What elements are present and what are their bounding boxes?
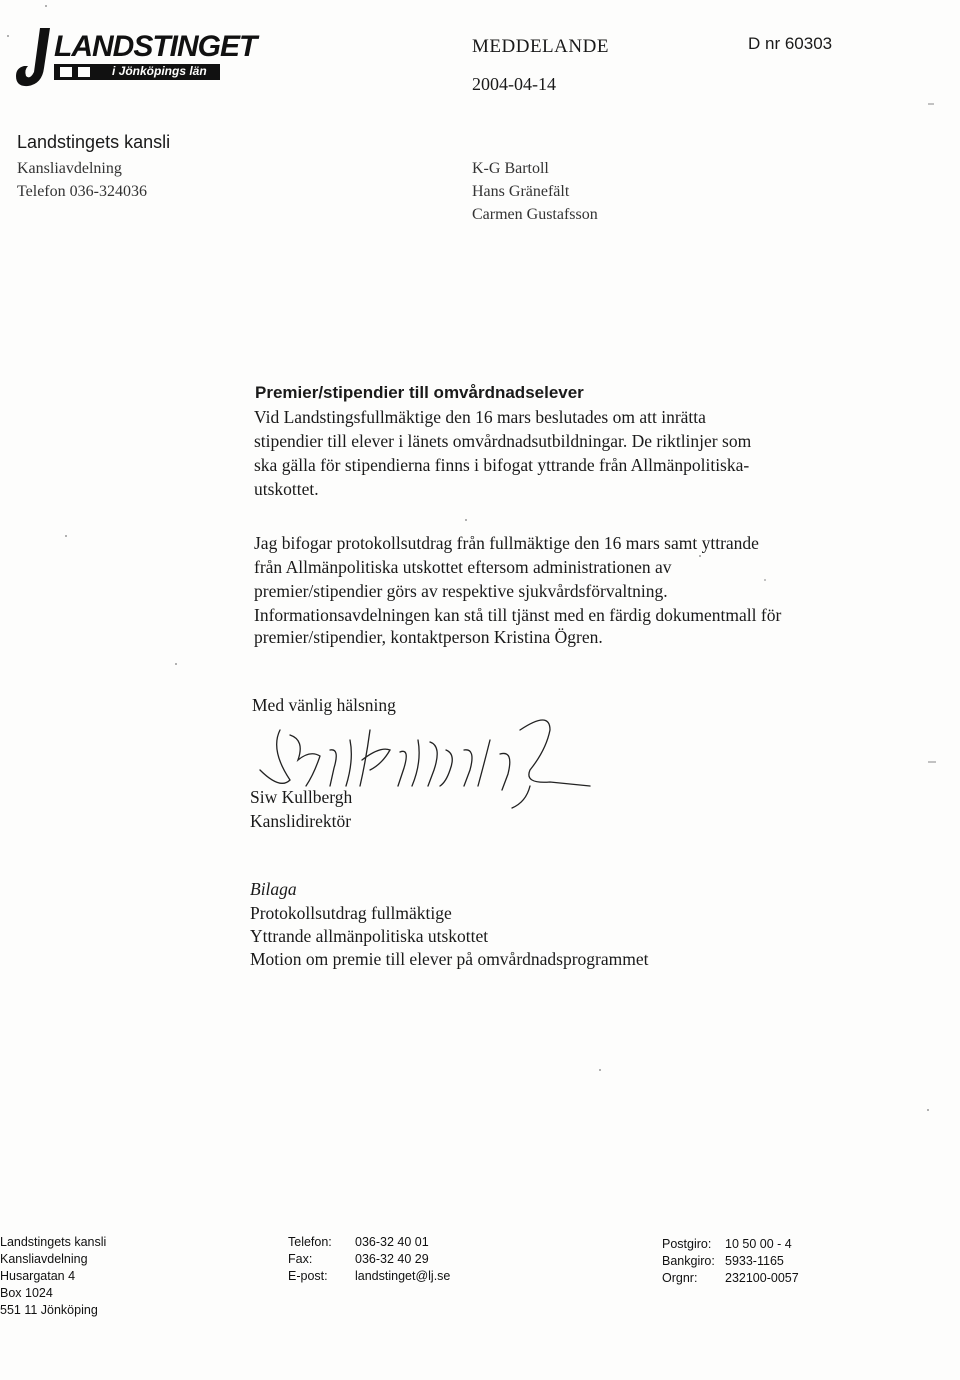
footer-address-line: Kansliavdelning [0, 1252, 88, 1266]
footer-phone: 036-32 40 01 [355, 1235, 429, 1249]
footer-account-values [725, 1236, 799, 1287]
footer-label: E-post: [288, 1269, 328, 1283]
landstinget-logo [14, 20, 257, 90]
footer-label: Postgiro: [662, 1237, 712, 1251]
document-number: D nr 60303 [748, 34, 833, 53]
logo-square-icon [60, 67, 72, 77]
footer-orgnr: 232100-0057 [725, 1271, 799, 1285]
logo-bar [54, 64, 220, 80]
letter-title: Premier/stipendier till omvårdnadselever [255, 383, 584, 402]
footer-bankgiro: 5933-1165 [725, 1254, 784, 1268]
body-line: Informationsavdelningen kan stå till tjänst med en färdig dokumentmall för [254, 605, 782, 625]
body-line: Vid Landstingsfullmäktige den 16 mars beslutades om att inrätta [254, 407, 706, 427]
footer-contact-values [355, 1234, 450, 1285]
footer-account-labels [662, 1236, 715, 1287]
body-line: utskottet. [254, 479, 319, 499]
footer-postgiro: 10 50 00 - 4 [725, 1237, 792, 1251]
document-date: 2004-04-14 [472, 74, 556, 94]
body-line: ska gälla för stipendierna finns i bifogat yttrande från Allmänpolitiska- [254, 455, 750, 475]
footer-address-line: 551 11 Jönköping [0, 1303, 98, 1317]
body-line: från Allmänpolitiska utskottet eftersom administrationen av [254, 557, 672, 577]
footer-email: landstinget@lj.se [355, 1269, 451, 1283]
recipient-name: Hans Gränefält [472, 183, 570, 200]
signatory-title: Kanslidirektör [250, 811, 352, 831]
footer-address-line: Landstingets kansli [0, 1235, 107, 1249]
logo-subline: i Jönköpings län [112, 64, 207, 78]
logo-square-icon [78, 67, 90, 77]
sender-phone: Telefon 036-324036 [17, 183, 147, 200]
logo-wordmark: LANDSTINGET [54, 30, 257, 63]
body-line: premier/stipendier görs av respektive sjukvårdsförvaltning. [254, 581, 668, 601]
signatory-name: Siw Kullbergh [250, 787, 353, 807]
footer-label: Bankgiro: [662, 1254, 715, 1268]
closing-greeting: Med vänlig hälsning [252, 695, 396, 715]
attachment-item: Protokollsutdrag fullmäktige [250, 903, 452, 923]
attachment-item: Yttrande allmänpolitiska utskottet [250, 926, 489, 946]
footer-fax: 036-32 40 29 [355, 1252, 429, 1266]
recipient-name: Carmen Gustafsson [472, 206, 598, 223]
footer-address-line: Box 1024 [0, 1286, 53, 1300]
attachments-heading: Bilaga [250, 879, 297, 899]
document-type: MEDDELANDE [472, 36, 609, 57]
footer-label: Fax: [288, 1252, 313, 1266]
footer-address [0, 1234, 106, 1319]
footer-label: Telefon: [288, 1235, 332, 1249]
recipient-name: K-G Bartoll [472, 160, 549, 177]
j-mark-icon [14, 24, 54, 88]
footer-label: Orgnr: [662, 1271, 698, 1285]
sender-organization: Landstingets kansli [17, 132, 171, 152]
body-line: premier/stipendier, kontaktperson Kristina Ögren. [254, 627, 603, 647]
footer-address-line: Husargatan 4 [0, 1269, 76, 1283]
attachment-item: Motion om premie till elever på omvårdnadsprogrammet [250, 949, 649, 969]
body-line: stipendier till elever i länets omvårdnadsutbildningar. De riktlinjer som [254, 431, 752, 451]
footer-contact-labels [288, 1234, 332, 1285]
sender-department: Kansliavdelning [17, 160, 122, 177]
body-line: Jag bifogar protokollsutdrag från fullmäktige den 16 mars samt yttrande [254, 533, 759, 553]
